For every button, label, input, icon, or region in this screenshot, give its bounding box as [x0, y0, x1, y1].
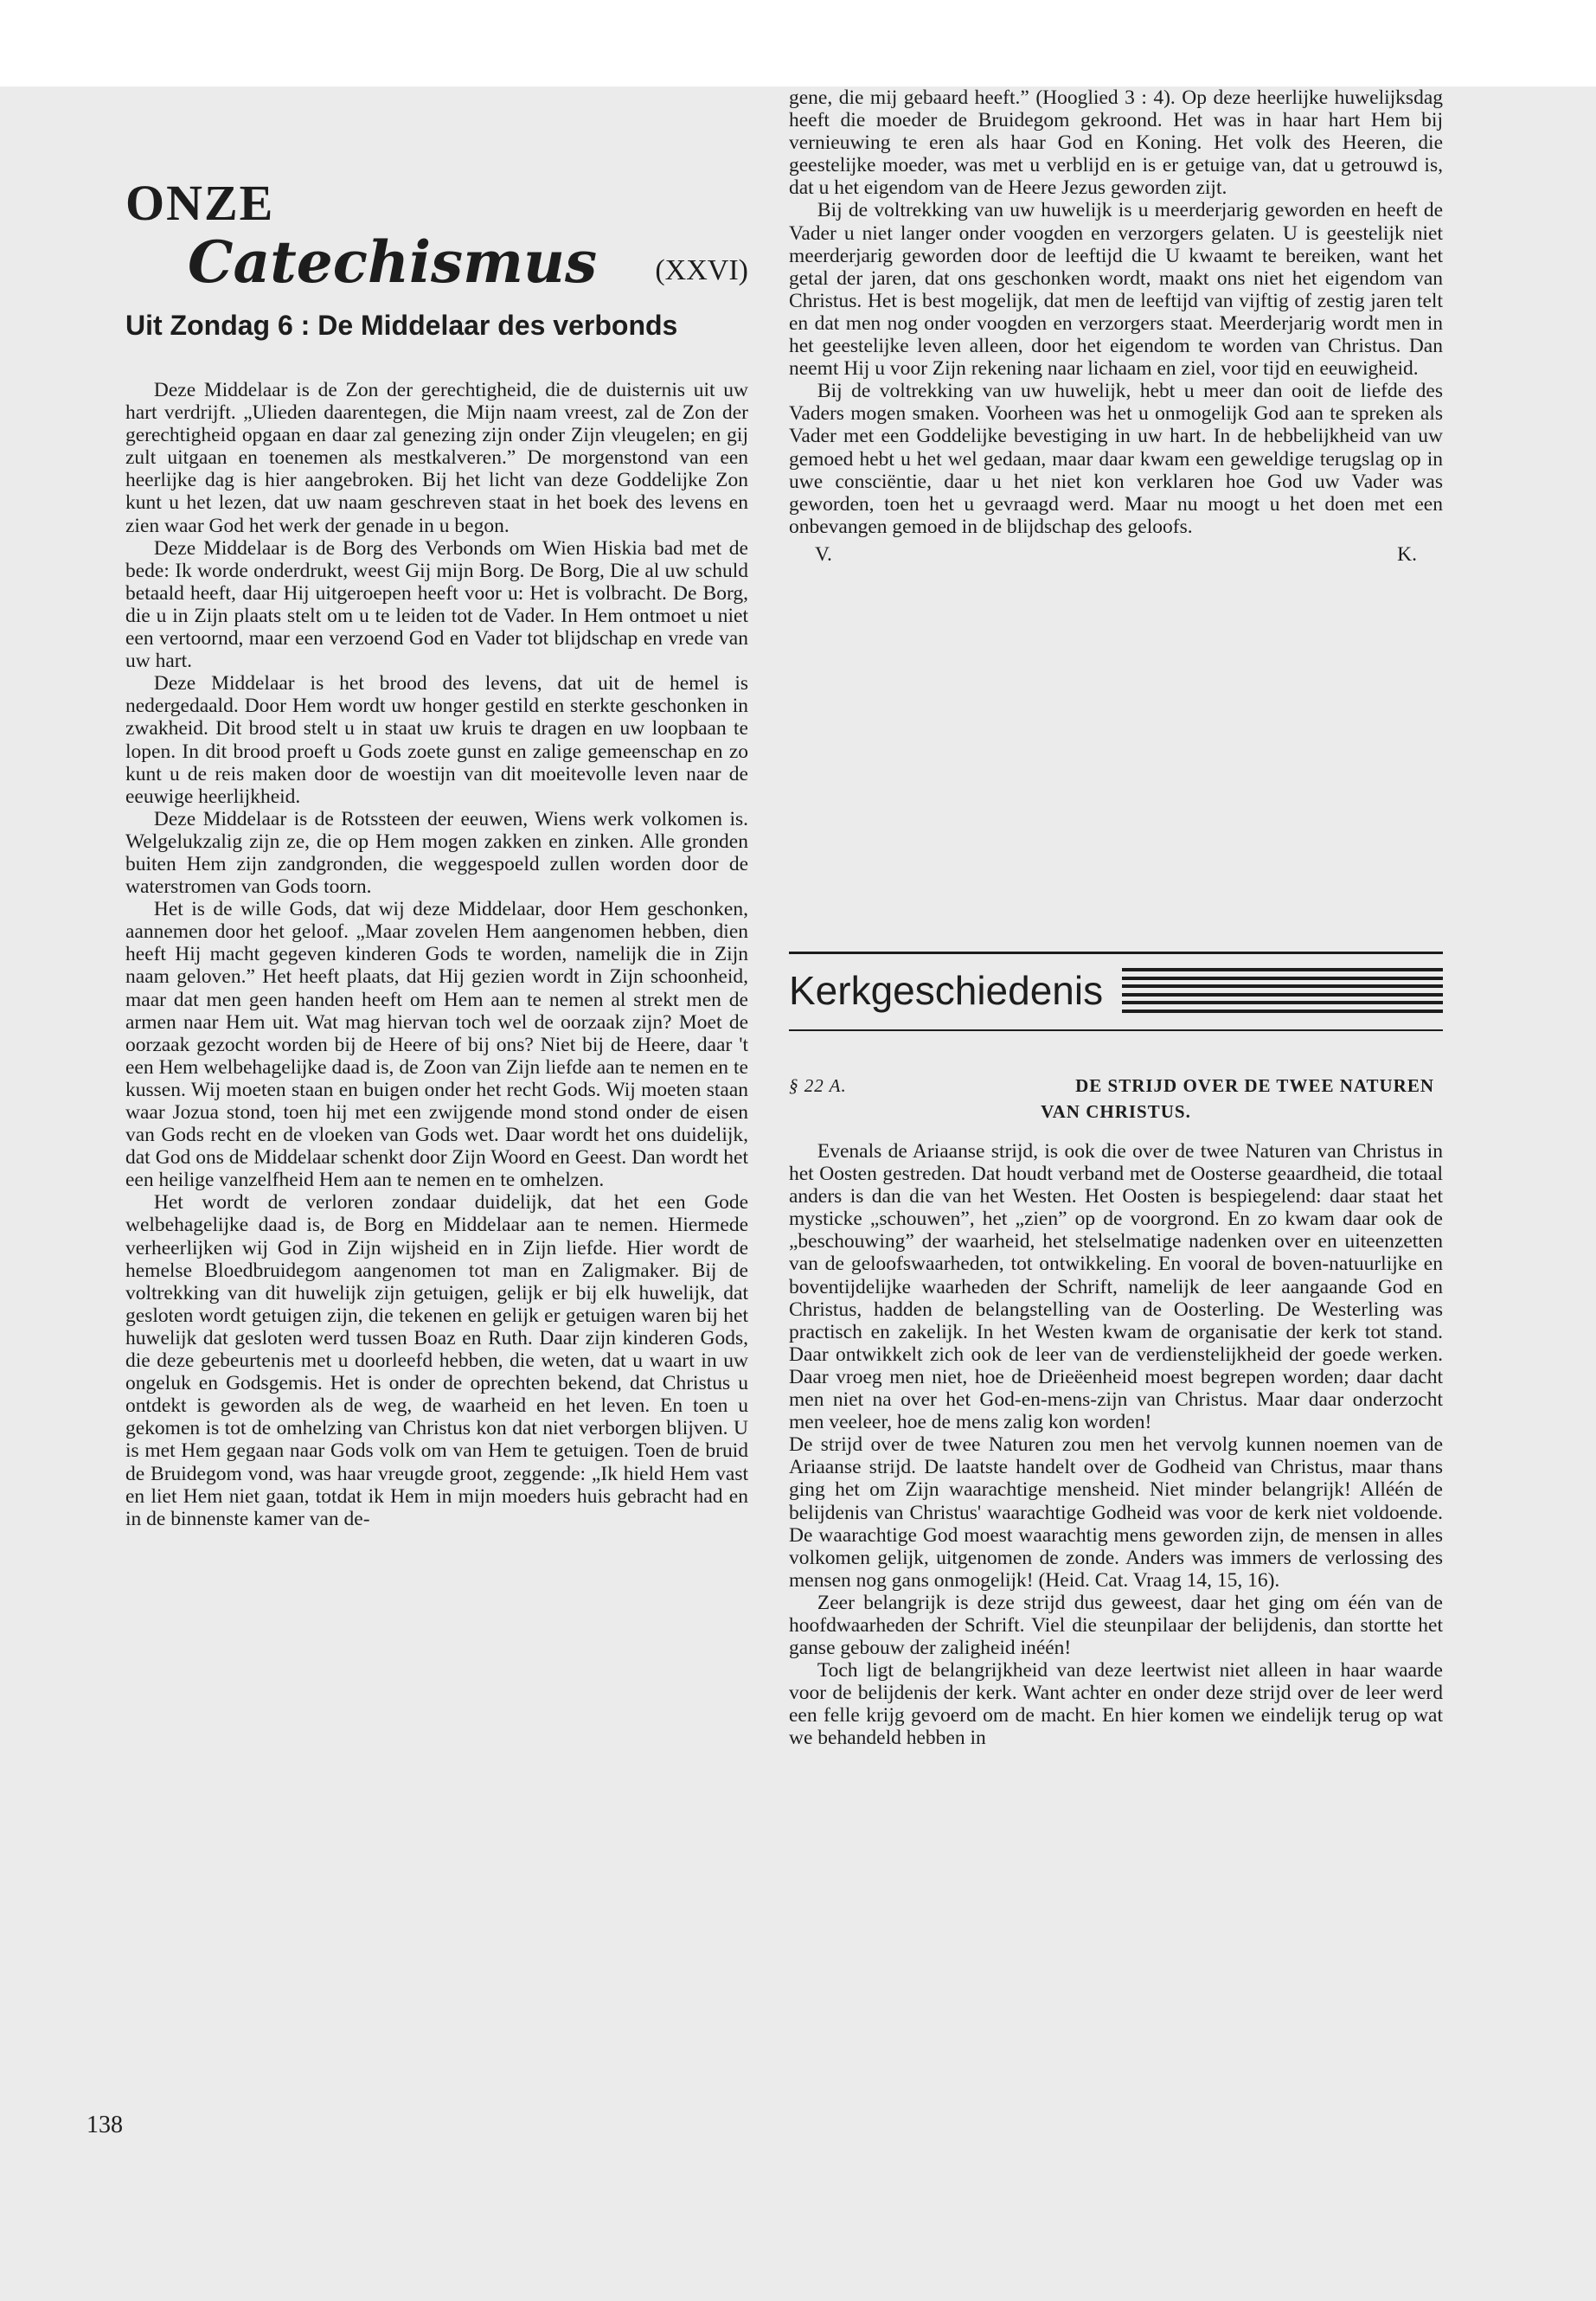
page-number: 138: [87, 2112, 123, 2138]
article-paragraph: De strijd over de twee Naturen zou men het vervolg kunnen noemen van de Ariaanse strijd. De laatste handelt over de Godheid van Christus, maar thans ging het om Zijn waarachtige mensheid. Niet minder belangrijk! Alléén de belijdenis van Christus' waarachtige Godheid was voor de kerk niet voldoende. De waarachtige God moest waarachtig mens geworden zijn, de mensen in alles volkomen gelijk, uitgenomen de zonde. Anders was immers de verlossing des mensen nog gans onmogelijk! (Heid. Cat. Vraag 14, 15, 16).: [789, 1433, 1443, 1592]
church-history-body: [789, 1140, 1443, 1750]
section-rule-top: [789, 952, 1443, 954]
article-paragraph: gene, die mij gebaard heeft.” (Hooglied 3 : 4). Op deze heerlijke huwelijksdag heeft die moeder de Bruidegom gekroond. Het was in haar hart Hem bij vernieuwing te eren als haar God en Koning. Het volk des Heeren, die geestelijke moeder, was met u verblijd en is er getuige van, dat u getrouwd is, dat u het eigendom van de Heere Jezus geworden zijt.: [789, 87, 1443, 200]
catechism-article-body: [125, 379, 748, 1530]
issue-number: (XXVI): [655, 254, 748, 286]
signature-initial-right: K.: [1397, 542, 1417, 566]
paragraph-heading-line2: VAN CHRISTUS.: [1041, 1101, 1191, 1122]
section-title: Kerkgeschiedenis: [789, 968, 1104, 1013]
article-subtitle: Uit Zondag 6 : De Middelaar des verbonds: [125, 310, 678, 341]
section-rule-bottom: [789, 1029, 1443, 1031]
author-signature: [789, 543, 1443, 566]
section-decorative-lines: [1122, 968, 1443, 1013]
article-paragraph: Bij de voltrekking van uw huwelijk, hebt u meer dan ooit de liefde des Vaders mogen smaken. Voorheen was het u onmogelijk God aan te spreken als Vader met een Goddelijke bevestiging in uw hart. In de hebbelijkheid van uw gemoed hebt u het wel gedaan, maar daar kwam een geweldige terugslag op in uwe consciëntie, daar u het niet kon verklaren hoe God uw Vader was geworden, toen het u gevraagd werd. Maar nu moogt u het doen met een onbevangen gemoed in de blijdschap des geloofs.: [789, 380, 1443, 538]
article-paragraph: Het wordt de verloren zondaar duidelijk, dat het een Gode welbehagelijke daad is, de Borg en Middelaar aan te nemen. Hiermede verheerlijken wij God in Zijn wijsheid en in Zijn liefde. Hier wordt de hemelse Bloedbruidegom aangenomen tot man en Zaligmaker. Bij de voltrekking van dit huwelijk zijn getuigen, gelijk er bij elk huwelijk, dat gesloten wordt getuigen zijn, die tekenen en gelijk er getuigen waren bij het huwelijk dat gesloten werd tussen Boaz en Ruth. Daar zijn kinderen Gods, die deze gebeurtenis met u doorleefd hebben, die weten, dat u waart in uw ongeluk en Godsgemis. Het is onder de oprechten bekend, dat Christus u ontdekt is geworden als de weg, de waarheid en het leven. En toen u gekomen is tot de omhelzing van Christus kon dat niet verborgen blijven. U is met Hem gegaan naar Gods volk om van Hem te getuigen. Toen de bruid de Bruidegom vond, was haar vreugde groot, zeggende: „Ik hield Hem vast en liet Hem niet gaan, totdat ik Hem in mijn moeders huis gebracht had en in de binnenste kamer van de-: [125, 1191, 748, 1530]
article-paragraph: Het is de wille Gods, dat wij deze Middelaar, door Hem geschonken, aannemen door het geloof. „Maar zovelen Hem aangenomen hebben, dien heeft Hij macht gegeven kinderen Gods te worden, namelijk die in Zijn naam geloven.” Het heeft plaats, dat Hij gezien wordt in Zijn schoonheid, maar dat men geen handen heeft om Hem aan te nemen al strekt men de armen naar Hem uit. Wat mag hiervan toch wel de oorzaak zijn? Moet de oorzaak gezocht worden bij de Heere of bij ons? Niet bij de Heere, daar 't een Hem welbehagelijke daad is, de Zoon van Zijn liefde aan te nemen en te kussen. Wij moeten staan en buigen onder het recht Gods. Wij moeten staan waar Jozua stond, toen hij met een zwijgende mond stond onder de eisen van Gods recht en de vloeken van Gods wet. Daar wordt het ons duidelijk, dat God ons de Middelaar schenkt door Zijn Woord en Geest. Dan wordt het een heilige vanzelfheid Hem aan te nemen en te omhelzen.: [125, 898, 748, 1192]
section-header: [789, 956, 1443, 1025]
right-column: [789, 87, 1443, 2076]
article-paragraph: Bij de voltrekking van uw huwelijk is u meerderjarig geworden en heeft de Vader u niet langer onder voogden en verzorgers gelaten. U is geestelijk niet meerderjarig geworden door de leeftijd die U kwaamt te bereiken, want het getal der jaren, dat ons geschonken wordt, maakt ons niet het eigendom van Christus. Het is best mogelijk, dat men de leeftijd van vijftig of zestig jaren telt en dat men nog onder voogden en verzorgers staat. Meerderjarig wordt men in het geestelijke leven alleen, door het eigendom te worden van Christus. Dan neemt Hij u voor Zijn rekening naar lichaam en ziel, voor tijd en eeuwigheid.: [789, 199, 1443, 381]
catechism-article-continuation: [789, 87, 1443, 566]
article-paragraph: Deze Middelaar is het brood des levens, dat uit de hemel is nedergedaald. Door Hem wordt uw honger gestild en sterkte geschonken in zwakheid. Dit brood stelt u in staat uw kruis te dragen en uw loopbaan te lopen. In dit brood proeft u Gods zoete gunst en zalige gemeenschap en zo kunt u de reis maken door de woestijn van dit moeitevolle leven naar de eeuwige heerlijkheid.: [125, 672, 748, 808]
column-title-onze: ONZE: [125, 175, 275, 231]
column-title-catechismus: Catechismus: [188, 228, 598, 296]
paragraph-heading-line1: DE STRIJD OVER DE TWEE NATUREN: [1075, 1075, 1434, 1096]
article-paragraph: Zeer belangrijk is deze strijd dus geweest, daar het ging om één van de hoofdwaarheden der Schrift. Viel die steunpilaar der belijdenis, dan stortte het ganse gebouw der zaligheid inéén!: [789, 1591, 1443, 1660]
paragraph-heading: [789, 1073, 1443, 1125]
article-paragraph: Toch ligt de belangrijkheid van deze leertwist niet alleen in haar waarde voor de belijdenis der kerk. Want achter en onder deze strijd over de leer werd een felle krijg gevoerd om de macht. En hier komen we eindelijk terug op wat we behandeld hebben in: [789, 1659, 1443, 1750]
article-paragraph: Deze Middelaar is de Borg des Verbonds om Wien Hiskia bad met de bede: Ik worde onderdrukt, weest Gij mijn Borg. De Borg, Die al uw schuld betaald heeft, daar Hij uitgeroepen heeft voor u: Het is volbracht. De Borg, die u in Zijn plaats stelt om u te leiden tot de Vader. In Hem ontmoet u niet een vertoornd, maar een verzoend God en Vader tot blijdschap en vrede van uw hart.: [125, 536, 748, 673]
article-paragraph: Deze Middelaar is de Zon der gerechtigheid, die de duisternis uit uw hart verdrijft. „Ulieden daarentegen, die Mijn naam vreest, zal de Zon der gerechtigheid opgaan en daar zal genezing zijn onder Zijn vleugelen; en gij zult uitgaan en toenemen als mestkalveren.” De morgenstond van een heerlijke dag is hier aangebroken. Bij het licht van deze Goddelijke Zon kunt u het lezen, dat uw naam geschreven staat in het boek des levens en zien waar God het werk der genade in u begon.: [125, 379, 748, 537]
paragraph-symbol: § 22 A.: [789, 1075, 847, 1096]
article-paragraph: Evenals de Ariaanse strijd, is ook die over de twee Naturen van Christus in het Oosten gestreden. Dat houdt verband met de Oosterse geaardheid, die totaal anders is dan die van het Westen. Het Oosten is bespiegelend: daar staat het mysticke „schouwen”, het „zien” op de voorgrond. En zo kwam daar ook de „beschouwing” der waarheid, het stelselmatige nadenken over en uiteenzetten van de geloofswaarheden, tot ontwikkeling. En vooral de boven-natuurlijke en boventijdelijke waarheden der Schrift, namelijk de leer aangaande God en Christus, hadden de belangstelling van de Oosterling. De Westerling was practisch en zakelijk. In het Westen kwam de organisatie der kerk tot stand. Daar ontwikkelt zich ook de leer van de verdienstelijkheid der goede werken. Daar vroeg men niet, hoe de Drieëenheid moest begrepen worden; daar dacht men niet na over het God-en-mens-zijn van Christus. Maar daar onderzocht men veeleer, hoe de mens zalig kon worden!: [789, 1140, 1443, 1434]
left-column: [125, 87, 748, 2102]
signature-initial-left: V.: [815, 542, 832, 566]
article-paragraph: Deze Middelaar is de Rotssteen der eeuwen, Wiens werk volkomen is. Welgelukzalig zijn ze, die op Hem mogen zakken en zinken. Alle gronden buiten Hem zijn zandgronden, die weggespoeld zullen worden door de waterstromen van Gods toorn.: [125, 807, 748, 899]
